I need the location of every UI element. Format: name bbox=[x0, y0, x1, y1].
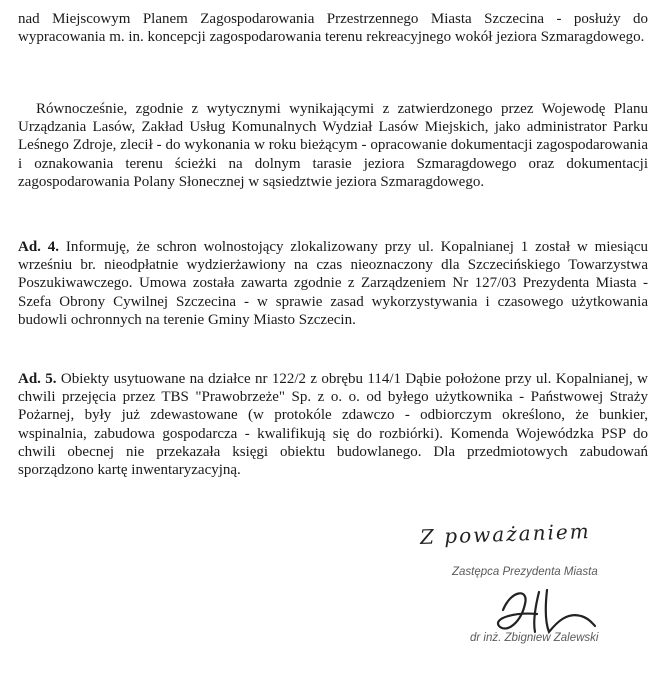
ad4-text: Informuję, że schron wolnostojący zlokalizowany przy ul. Kopalnianej 1 został w miesiącu wrześniu br. nieodpłatnie wydzierżawiony na czas nieoznaczony dla Szczecińskiego Towarzystwa Poszukiwawczego. Umowa została zawarta zgodnie z Zarządzeniem Nr 127/03 Prezydenta Miasta - Szefa Obrony Cywilnej Szczecina - w sprawie zasad wykorzystywania i czasowego użytkowania budowli ochronnych na terenie Gminy Miasto Szczecin. bbox=[18, 239, 648, 328]
paragraph-ad4 bbox=[18, 238, 648, 329]
paragraph-text: Równocześnie, zgodnie z wytycznymi wynikającymi z zatwierdzonego przez Wojewodę Planu Urządzania Lasów, Zakład Usług Komunalnych Wydział Lasów Miejskich, jako administrator Parku Leśnego Zdroje, zlecił - do wykonania w roku bieżącym - opracowanie dokumentacji zagospodarowania i oznakowania terenu ścieżki na dolnym tarasie jeziora Szmaragdowego oraz dokumentacji zagospodarowania Polany Słonecznej w sąsiedztwie jeziora Szmaragdowego. bbox=[18, 101, 648, 190]
paragraph-text: nad Miejscowym Planem Zagospodarowania Przestrzennego Miasta Szczecina - posłuży do wypracowania m. in. koncepcji zagospodarowania terenu rekreacyjnego wokół jeziora Szmaragdowego. bbox=[18, 11, 648, 46]
paragraph-simultaneously bbox=[18, 100, 648, 191]
stamp-name: dr inż. Zbigniew Zalewski bbox=[470, 632, 599, 644]
ad5-label: Ad. 5. bbox=[18, 371, 57, 387]
closing-handwritten: Z poważaniem bbox=[419, 519, 592, 549]
paragraph-ad5 bbox=[18, 370, 648, 479]
ad4-label: Ad. 4. bbox=[18, 239, 60, 255]
ad5-text: Obiekty usytuowane na działce nr 122/2 z obrębu 114/1 Dąbie położone przy ul. Kopalnianej, w chwili przejęcia przez TBS "Prawobrzeże" Sp. z o. o. od byłego użytkownika - Państwowej Straży Pożarnej, były już zdewastowane (w protokóle zdawczo - odbiorczym określono, że bunkier, wspinalnia, zabudowa gospodarcza - kwalifikują się do rozbiórki). Komenda Wojewódzka PSP do chwili obecnej nie przekazała księgi obiektu budowlanego. Dla przedmiotowych zabudowań sporządzono kartę inwentaryzacyjną. bbox=[18, 371, 648, 479]
paragraph-continuation bbox=[18, 10, 648, 46]
stamp-title: Zastępca Prezydenta Miasta bbox=[452, 566, 598, 578]
